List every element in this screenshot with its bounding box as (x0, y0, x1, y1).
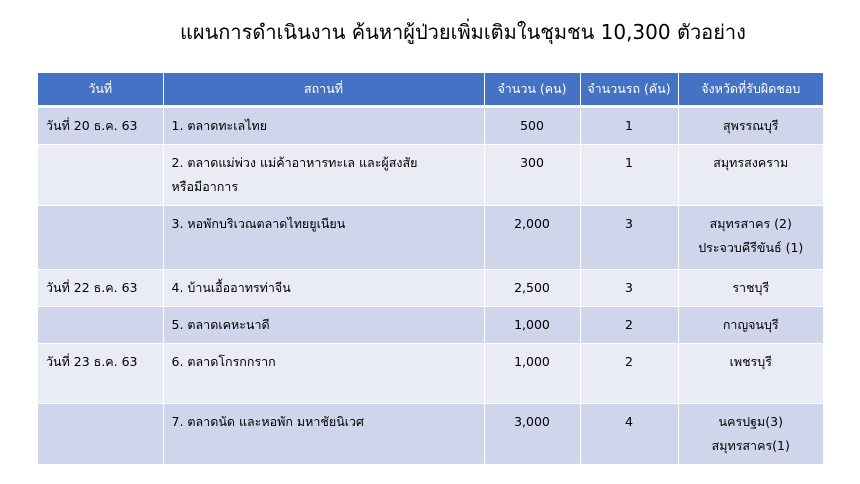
people-cell: 1,000 (484, 307, 580, 344)
date-cell: วันที่ 23 ธ.ค. 63 (38, 344, 163, 404)
table-row (38, 206, 823, 270)
plan-table (38, 73, 823, 465)
province-line: ประจวบคีรีขันธ์ (1) (698, 240, 804, 255)
province-cell (678, 206, 823, 270)
place-cell (163, 344, 484, 404)
province-line: นครปฐม(3) (718, 414, 783, 429)
header-province: จังหวัดที่รับผิดชอบ (678, 73, 823, 107)
date-cell (38, 206, 163, 270)
table-row (38, 404, 823, 465)
place-line: 3. หอพักบริเวณตลาดไทยยูเนียน (171, 216, 346, 231)
province-line: สุพรรณบุรี (722, 118, 779, 133)
vehicles-cell: 3 (580, 206, 678, 270)
place-line: หรือมีอาการ (171, 179, 239, 194)
province-cell (678, 404, 823, 465)
province-cell (678, 344, 823, 404)
people-cell: 1,000 (484, 344, 580, 404)
people-cell: 2,500 (484, 270, 580, 307)
vehicles-cell: 1 (580, 145, 678, 206)
vehicles-cell: 4 (580, 404, 678, 465)
place-cell (163, 270, 484, 307)
table-row (38, 344, 823, 404)
table-header-row (38, 73, 823, 107)
province-line: สมุทรสาคร(1) (711, 438, 790, 453)
province-cell (678, 145, 823, 206)
people-cell: 500 (484, 107, 580, 145)
vehicles-cell: 2 (580, 344, 678, 404)
people-cell: 3,000 (484, 404, 580, 465)
people-cell: 300 (484, 145, 580, 206)
vehicles-cell: 2 (580, 307, 678, 344)
province-cell (678, 270, 823, 307)
date-cell (38, 404, 163, 465)
place-cell (163, 404, 484, 465)
place-line: 1. ตลาดทะเลไทย (171, 118, 268, 133)
date-cell: วันที่ 22 ธ.ค. 63 (38, 270, 163, 307)
header-date: วันที่ (38, 73, 163, 107)
date-cell: วันที่ 20 ธ.ค. 63 (38, 107, 163, 145)
place-line: 4. บ้านเอื้ออาทรท่าจีน (171, 280, 291, 295)
vehicles-cell: 3 (580, 270, 678, 307)
province-line: เพชรบุรี (729, 354, 772, 369)
page-title: แผนการดำเนินงาน ค้นหาผู้ป่วยเพิ่มเติมในชุมชน 10,300 ตัวอย่าง (180, 20, 746, 44)
place-line: 2. ตลาดแม่พ่วง แม่ค้าอาหารทะเล และผู้สงสัย (171, 155, 418, 170)
province-line: กาญจนบุรี (722, 317, 779, 332)
date-cell (38, 145, 163, 206)
place-cell (163, 145, 484, 206)
province-line: สมุทรสงคราม (713, 155, 789, 170)
province-line: ราชบุรี (732, 280, 770, 295)
place-line: 5. ตลาดเคหะนาดี (171, 317, 270, 332)
people-cell: 2,000 (484, 206, 580, 270)
place-line: 7. ตลาดนัด และหอพัก มหาชัยนิเวศ (171, 414, 364, 429)
header-people: จำนวน (คน) (484, 73, 580, 107)
vehicles-cell: 1 (580, 107, 678, 145)
province-cell (678, 307, 823, 344)
table-row (38, 145, 823, 206)
province-line: สมุทรสาคร (2) (709, 216, 792, 231)
place-line: 6. ตลาดโกรกกราก (171, 354, 276, 369)
header-place: สถานที่ (163, 73, 484, 107)
date-cell (38, 307, 163, 344)
table-row (38, 307, 823, 344)
table-row (38, 270, 823, 307)
place-cell (163, 307, 484, 344)
province-cell (678, 107, 823, 145)
header-vehicles: จำนวนรถ (คัน) (580, 73, 678, 107)
place-cell (163, 206, 484, 270)
place-cell (163, 107, 484, 145)
table-row (38, 107, 823, 145)
